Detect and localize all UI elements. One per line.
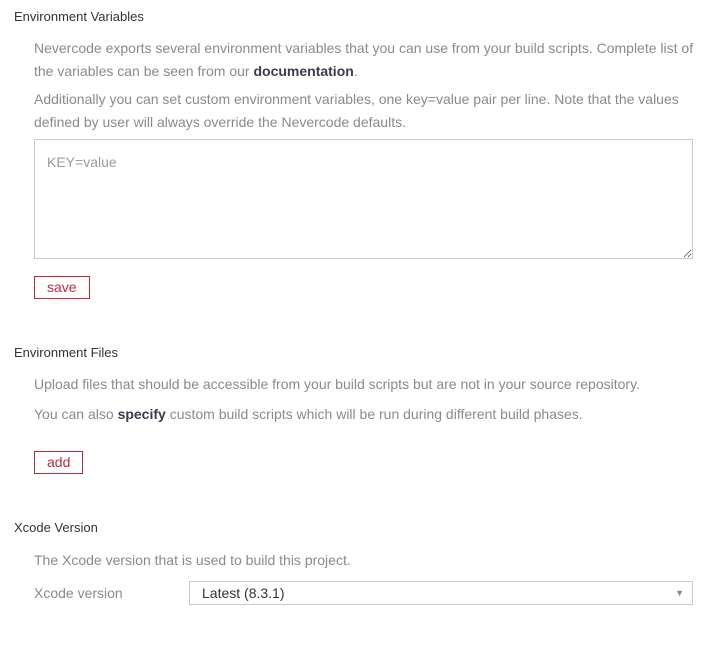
env-vars-heading: Environment Variables (14, 9, 144, 24)
specify-link[interactable]: specify (117, 406, 166, 422)
env-vars-description-end: . (353, 63, 358, 79)
env-files-scripts-note-start: You can also (34, 406, 118, 422)
xcode-version-selected-value: Latest (8.3.1) (202, 585, 285, 601)
env-vars-textarea-wrapper (34, 139, 693, 259)
save-button[interactable]: save (34, 276, 90, 299)
env-files-heading: Environment Files (14, 345, 119, 360)
xcode-version-label: Xcode version (34, 585, 123, 601)
env-vars-textarea[interactable] (35, 140, 692, 258)
env-vars-override-note: Additionally you can set custom environment variables, one key=value pair per line. Note that the values defined by user will always override the Nevercode defaults. (34, 91, 679, 130)
documentation-link[interactable]: documentation (253, 63, 354, 79)
xcode-version-select[interactable] (189, 581, 693, 605)
add-button[interactable]: add (34, 451, 83, 474)
env-vars-description-text: Nevercode exports several environment variables that you can use from your build scripts. Complete list of the variables can be seen from our (34, 40, 694, 79)
xcode-version-heading: Xcode Version (14, 520, 98, 535)
env-files-scripts-note (34, 403, 696, 426)
env-files-scripts-note-end: custom build scripts which will be run during different build phases. (165, 406, 583, 422)
env-vars-description (34, 37, 696, 83)
chevron-down-icon: ▼ (675, 588, 684, 598)
xcode-version-description: The Xcode version that is used to build this project. (34, 552, 351, 568)
env-files-description: Upload files that should be accessible from your build scripts but are not in your source repository. (34, 376, 640, 392)
